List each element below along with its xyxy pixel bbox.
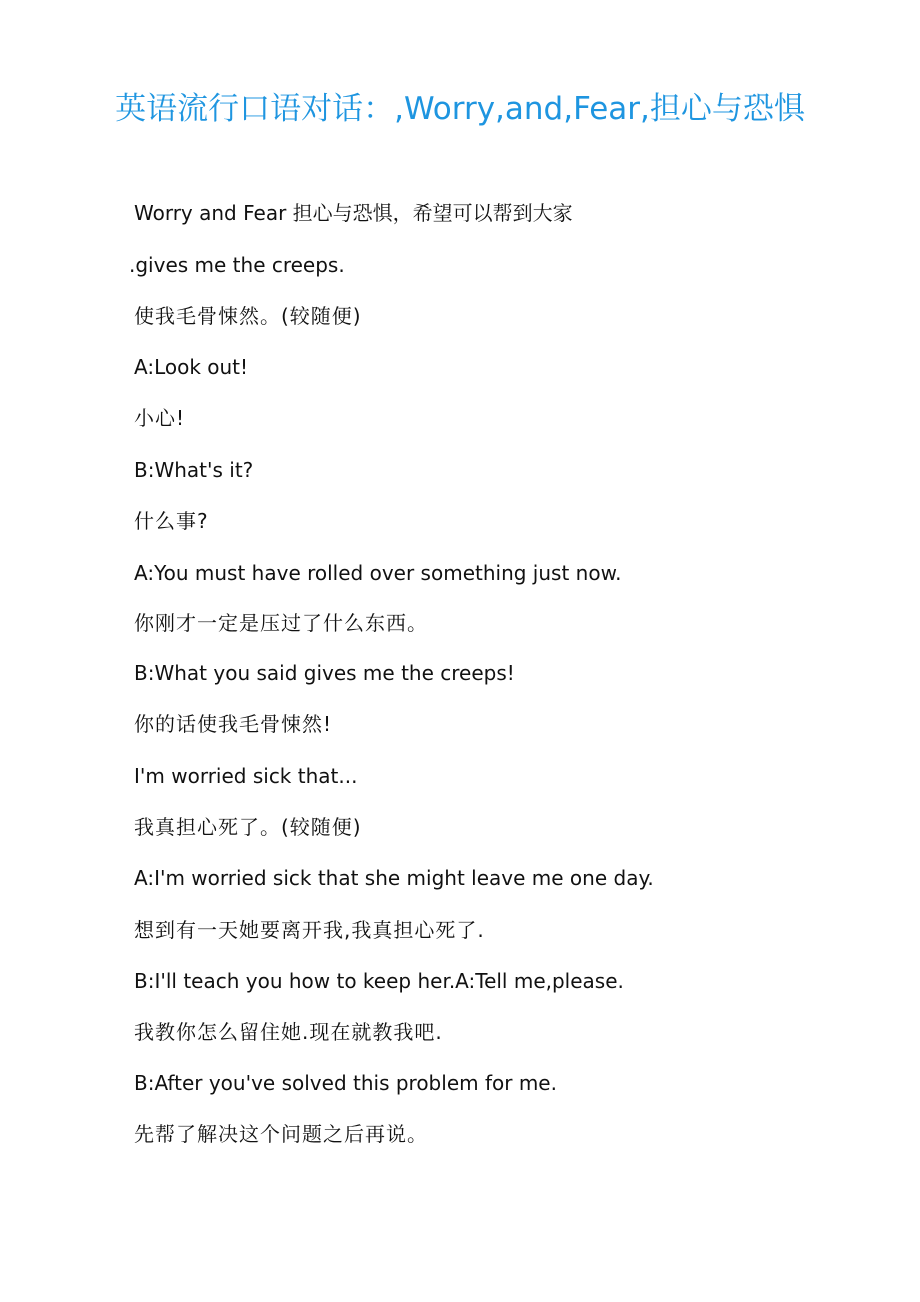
dialogue-translation: 我教你怎么留住她.现在就教我吧. — [134, 1020, 443, 1044]
dialogue-translation: 小心! — [134, 406, 186, 430]
dialogue-line: B:I'll teach you how to keep her.A:Tell me,please. — [134, 969, 624, 993]
dialogue-line: A:I'm worried sick that she might leave me one day. — [134, 866, 654, 890]
phrase-heading: .gives me the creeps. — [129, 253, 345, 277]
dialogue-line: A:Look out! — [134, 355, 249, 379]
phrase-translation: 使我毛骨悚然。(较随便) — [134, 304, 362, 328]
dialogue-translation: 什么事? — [134, 509, 209, 533]
phrase-translation: 我真担心死了。(较随便) — [134, 815, 362, 839]
dialogue-translation: 想到有一天她要离开我,我真担心死了. — [134, 918, 485, 942]
dialogue-line: B:After you've solved this problem for me. — [134, 1071, 557, 1095]
dialogue-line: B:What you said gives me the creeps! — [134, 661, 515, 685]
dialogue-translation: 你刚才一定是压过了什么东西。 — [134, 611, 428, 635]
dialogue-line: B:What's it? — [134, 458, 254, 482]
dialogue-translation: 先帮了解决这个问题之后再说。 — [134, 1122, 428, 1146]
page-title: 英语流行口语对话：,Worry,and,Fear,担心与恐惧 — [115, 91, 805, 127]
dialogue-translation: 你的话使我毛骨悚然! — [134, 712, 333, 736]
dialogue-line: A:You must have rolled over something just now. — [134, 561, 622, 585]
intro-line: Worry and Fear 担心与恐惧，希望可以帮到大家 — [134, 201, 573, 225]
phrase-heading: I'm worried sick that... — [134, 764, 358, 788]
